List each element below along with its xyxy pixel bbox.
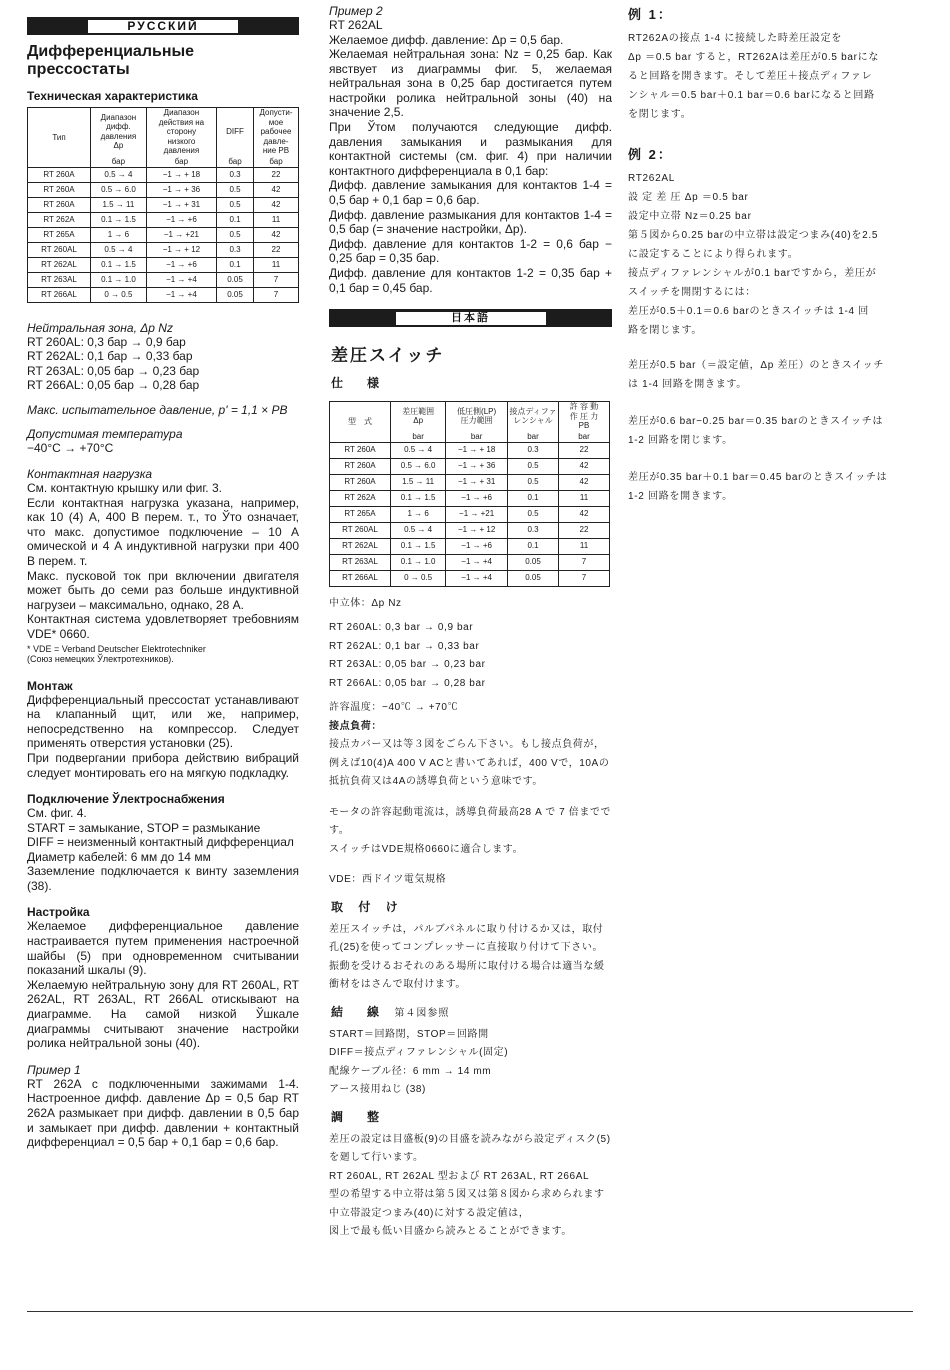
col-header: DIFF [217, 108, 254, 156]
example1-line: を閉じます。 [628, 109, 692, 120]
col-header: 接点ディファ レンシャル [508, 402, 559, 431]
table-row: RT 260A 0.5 → 4 −1 → + 18 0.3 22 [330, 442, 610, 458]
russian-column [27, 0, 299, 1150]
spec-table-ru [27, 107, 299, 303]
table-row: RT 262AL 0.1 → 1.5 −1 → +6 0.1 11 [28, 257, 299, 272]
col-header: Диапазон дифф. давления Δp [91, 108, 147, 156]
footer-divider [27, 1311, 913, 1312]
wiring-ref: 第４図参照 [394, 1007, 450, 1019]
example2-line: 接点ディファレンシャルが0.1 barですから，差圧が [628, 268, 877, 279]
unit-header: бар [217, 156, 254, 168]
neutral-line: RT 263AL: 0,05 бар → 0,23 бар [27, 363, 200, 378]
temperature-heading: Допустимая температура [27, 426, 183, 441]
example1-line: RT262Aの接点 1-4 に接続した時差圧設定を [628, 33, 843, 44]
paragraph: 差圧スイッチは，パルブパネルに取り付けるか又は，取付孔(25)を使ってコンプレッサーに直接取り付けて下さい。 [329, 923, 604, 954]
paragraph: 接点カバー又は等３図をごらん下さい。もし接点負荷が，例えば10(4)A 400 V ACと書いてあれば，400 Vで，10Aの抵抗負荷又は4Aの誘導負荷という意味です。 [329, 739, 610, 788]
example2-line: に設定することにより得られます。 [628, 249, 799, 260]
unit-header: bar [508, 431, 559, 443]
right-column [628, 0, 920, 506]
example2-line: 差圧が0.6 bar−0.25 bar＝0.35 barのときスイッチは [628, 416, 884, 427]
example2-line: は 1-4 回路を開きます。 [628, 379, 748, 390]
table-row: RT 262A 0.1 → 1.5 −1 → +6 0.1 11 [28, 212, 299, 227]
example1-line: ンシャル＝0.5 bar＋0.1 bar＝0.6 barになると回路 [628, 90, 875, 101]
paragraph: DIFF = неизменный контактный дифференциал [27, 835, 294, 850]
wiring-line: アース接用ねじ (38) [329, 1084, 426, 1096]
table-row: RT 263AL 0.1 → 1.0 −1 → +4 0.05 7 [330, 554, 610, 570]
wiring-line: START＝回路閉，STOP＝回路開 [329, 1028, 489, 1040]
adjust-heading-ja: 調 整 [331, 1109, 386, 1124]
unit-header: бар [91, 156, 147, 168]
example1-line: Δp ＝0.5 bar すると，RT262Aは差圧が0.5 barにな [628, 52, 880, 63]
unit-header: бар [146, 156, 216, 168]
example2-line: 差圧が0.5 bar（＝設定値，Δp 差圧）のときスイッチ [628, 360, 885, 371]
neutral-line: RT 260AL: 0,3 bar → 0,9 bar [329, 622, 474, 634]
footnote: * VDE = Verband Deutscher Elektrotechniker [27, 643, 206, 654]
temperature-value: −40°C → +70°C [27, 440, 114, 455]
table-row: RT 260A 0.5 → 6.0 −1 → + 36 0.5 42 [330, 458, 610, 474]
paragraph: Желаемое дифф. давление: Δp = 0,5 бар. [329, 32, 564, 47]
col-header: Диапазон действия на сторону низкого давления [146, 108, 216, 156]
example2-line: 設定中立帯 Nz＝0.25 bar [628, 211, 752, 222]
paragraph: Дифф. давление замыкания для контактов 1-4 = 0,5 бар + 0,1 бар = 0,6 бар. [329, 178, 612, 207]
paragraph: モータの許容起動電流は，誘導負荷最高28 A で 7 倍までです。 [329, 806, 612, 837]
table-row: RT 260A 0.5 → 6.0 −1 → + 36 0.5 42 [28, 182, 299, 197]
table-row: RT 265A 1 → 6 −1 → +21 0.5 42 [28, 227, 299, 242]
table-row: RT 265A 1 → 6 −1 → +21 0.5 42 [330, 506, 610, 522]
section-label: 日本語 [396, 312, 546, 325]
paragraph: При Ўтом получаются следующие дифф. давления замыкания и размыкания для контактной системы (см. фиг. 4) при наличии контактного дифференциала в 0,1 бар: [329, 119, 612, 178]
paragraph: При подвергании прибора действию вибраций следует монтировать его на мягкую подкладку. [27, 750, 299, 780]
example2-line: 1-2 回路を開きます。 [628, 491, 733, 502]
section-bar-russian [27, 17, 299, 35]
example1-heading: Пример 1 [27, 1062, 81, 1077]
neutral-line: RT 262AL: 0,1 bar → 0,33 bar [329, 640, 480, 652]
col-header: 差圧範囲 Δp [391, 402, 446, 431]
paragraph: Дифф. давление для контактов 1-2 = 0,6 бар − 0,25 бар = 0,35 бар. [329, 236, 612, 266]
col-header: 許 容 動 作 圧 力 PB [559, 402, 610, 431]
mounting-heading-ja: 取 付 け [331, 899, 404, 914]
electrical-line: См. фиг. 4. [27, 806, 87, 821]
neutral-list-ja [329, 619, 612, 693]
section-label: РУССКИЙ [88, 20, 238, 33]
paragraph: Если контактная нагрузка указана, например, как 10 (4) A, 400 В перем. т., то Ўто означает, что макс. допустимое подключение – 10 A омической и 4 A индуктивной нагрузки при 400 В перем. т. [27, 495, 299, 568]
paragraph: Дифф. давление для контактов 1-2 = 0,35 бар + 0,1 бар = 0,45 бар. [329, 265, 612, 295]
table-row: RT 263AL 0.1 → 1.0 −1 → +4 0.05 7 [28, 272, 299, 287]
spec-heading-ja: 仕 様 [331, 376, 386, 391]
paragraph: Заземление подключается к винту заземления (38). [27, 864, 299, 893]
page-title-line2: прессостаты [27, 61, 130, 78]
table-row: RT 266AL 0 → 0.5 −1 → +4 0.05 7 [28, 287, 299, 302]
footnote: (Союз немецких Ўлектротехников). [27, 654, 174, 665]
paragraph: Желаемую нейтральную зону для RT 260AL, RT 262AL, RT 263AL, RT 266AL отискывают на диаграмме. На самой низкой Ўшкале диаграммы считывают значение настройки ролика нейтральной зоны (40). [27, 977, 299, 1051]
adjust-line: 型の希望する中立帯は第５図又は第８図から求められます [329, 1189, 605, 1201]
neutral-line: RT 266AL: 0,05 bar → 0,28 bar [329, 677, 486, 689]
paragraph: Макс. пусковой ток при включении двигателя может быть до семи раз больше индуктивной нагрузеи – максимально, однако, 28 A. [27, 568, 299, 612]
paragraph: 振動を受けるおそれのある場所に取付ける場合は適当な緩衝材をはさんで取付けます。 [329, 960, 605, 991]
example2-line: スイッチを開閉するには： [628, 287, 756, 298]
example2-heading-ja: 例 2： [628, 147, 673, 162]
example2-line: 差圧が0.35 bar＋0.1 bar＝0.45 barのときスイッチは [628, 472, 888, 483]
col-header: Тип [28, 108, 91, 168]
example1-heading-ja: 例 1： [628, 7, 673, 22]
paragraph: Контактная система удовлетворяет требовниям VDE* 0660. [27, 612, 299, 641]
contact-heading-ja: 接点負荷： [329, 720, 382, 732]
example2-model: RT 262AL [329, 18, 383, 32]
example2-line: 路を閉じます。 [628, 325, 703, 336]
table-row: RT 260A 1.5 → 11 −1 → + 31 0.5 42 [330, 474, 610, 490]
neutral-line: RT 263AL: 0,05 bar → 0,23 bar [329, 659, 486, 671]
adjust-line: 図上で最も低い目盛から読みとることができます。 [329, 1226, 572, 1238]
neutral-line: RT 262AL: 0,1 бар → 0,33 бар [27, 349, 193, 363]
example2-line: RT262AL [628, 173, 675, 184]
mounting-heading: Монтаж [27, 678, 73, 693]
section-heading: Техническая характеристика [27, 89, 198, 103]
unit-header: bar [446, 431, 508, 443]
electrical-line: START = замыкание, STOP = размыкание [27, 820, 261, 835]
example2-line: 1-2 回路を閉じます。 [628, 435, 733, 446]
unit-header: bar [559, 431, 610, 443]
adjust-line: RT 260AL, RT 262AL 型および RT 263AL, RT 266AL [329, 1170, 590, 1182]
section-bar-japanese [329, 309, 612, 327]
middle-column [329, 0, 612, 1242]
example1-line: ると回路を開きます。そして差圧＋接点ディファレ [628, 71, 873, 82]
contact-load-heading: Контактная нагрузка [27, 467, 153, 481]
table-row: RT 260A 1.5 → 11 −1 → + 31 0.5 42 [28, 197, 299, 212]
paragraph: Желаемая нейтральная зона: Nz = 0,25 бар. Как явствует из диаграммы фиг. 5, желаемая нейтральная зона в 0,25 бар достигается путем настройки ролика нейтральной зоны (40) на значение 2,5. [329, 47, 612, 120]
paragraph: 差圧の設定は目盛板(9)の目盛を読みながら設定ディスク(5)を廻して行います。 [329, 1133, 611, 1164]
example2-line: 設 定 差 圧 Δp ＝0.5 bar [628, 192, 749, 203]
temperature-line-ja: 許容温度：−40℃ → +70℃ [329, 702, 459, 714]
wiring-heading-ja: 結 線 第４図参照 [331, 1004, 450, 1019]
max-test-pressure: Макс. испытательное давление, p' = 1,1 × PB [27, 402, 288, 417]
paragraph: См. контактную крышку или фиг. 3. [27, 481, 222, 495]
table-row: RT 260AL 0.5 → 4 −1 → + 12 0.3 22 [28, 242, 299, 257]
table-row: RT 262A 0.1 → 1.5 −1 → +6 0.1 11 [330, 490, 610, 506]
wiring-line: DIFF＝接点ディファレンシャル(固定) [329, 1047, 509, 1059]
neutral-line: RT 260AL: 0,3 бар → 0,9 бар [27, 334, 186, 349]
table-row: RT 266AL 0 → 0.5 −1 → +4 0.05 7 [330, 570, 610, 586]
paragraph: Дифф. давление размыкания для контактов 1-4 = 0,5 бар (= значение настройки, Δp). [329, 207, 612, 237]
paragraph: Дифференциальный прессостат устанавливают на клапанный щит, или же, например, непосредственно на компрессор. Следует применять отверстия установки (25). [27, 692, 299, 751]
example2-line: 差圧が0.5＋0.1＝0.6 barのときスイッチは 1-4 回 [628, 306, 869, 317]
paragraph: スイッチはVDE規格0660に適合します。 [329, 843, 524, 855]
table-row: RT 260A 0.5 → 4 −1 → + 18 0.3 22 [28, 167, 299, 182]
neutral-zone-heading-ja: 中立体：Δp Nz [329, 597, 402, 609]
example2-line: 第５図から0.25 barの中立帯は設定つまみ(40)を2.5 [628, 230, 879, 241]
neutral-line: RT 266AL: 0,05 бар → 0,28 бар [27, 378, 200, 392]
page-title: Дифференциальные [27, 43, 195, 60]
example2-heading: Пример 2 [329, 4, 383, 18]
setup-heading: Настройка [27, 905, 90, 920]
col-header: 型 式 [330, 402, 391, 443]
table-row: RT 262AL 0.1 → 1.5 −1 → +6 0.1 11 [330, 538, 610, 554]
col-header: Допусти- мое рабочее давле- ние PB [254, 108, 299, 156]
paragraph: RT 262A с подключенными зажимами 1-4. Настроенное дифф. давление Δp = 0,5 бар RT 262A размыкает при дифф. давлении в 0,5 бар и замыкает при дифф. давлении + контактный дифференциал = 0,5 бар + 0,1 бар = 0,6 бар. [27, 1076, 299, 1150]
neutral-zone-heading: Нейтральная зона, Δp Nz [27, 320, 173, 335]
table-row: RT 260AL 0.5 → 4 −1 → + 12 0.3 22 [330, 522, 610, 538]
electrical-heading: Подключение Ўлектроснабжения [27, 792, 225, 807]
electrical-line: Диаметр кабелей: 6 мм до 14 мм [27, 849, 211, 864]
wiring-line: 配線ケーブル径：6 mm → 14 mm [329, 1065, 492, 1077]
unit-header: бар [254, 156, 299, 168]
vde-line-ja: VDE：西ドイツ電気規格 [329, 874, 447, 886]
adjust-line: 中立帯設定つまみ(40)に対する設定値は， [329, 1207, 530, 1219]
paragraph: Желаемое дифференциальное давление настраивается путем применения настроечной шайбы (5) при одновременном считывании показаний шкалы (9). [27, 919, 299, 978]
spec-table-ja [329, 401, 610, 587]
page-title-ja: 差圧スイッチ [331, 346, 445, 366]
col-header: 低圧側(LP) 圧力範囲 [446, 402, 508, 431]
unit-header: bar [391, 431, 446, 443]
